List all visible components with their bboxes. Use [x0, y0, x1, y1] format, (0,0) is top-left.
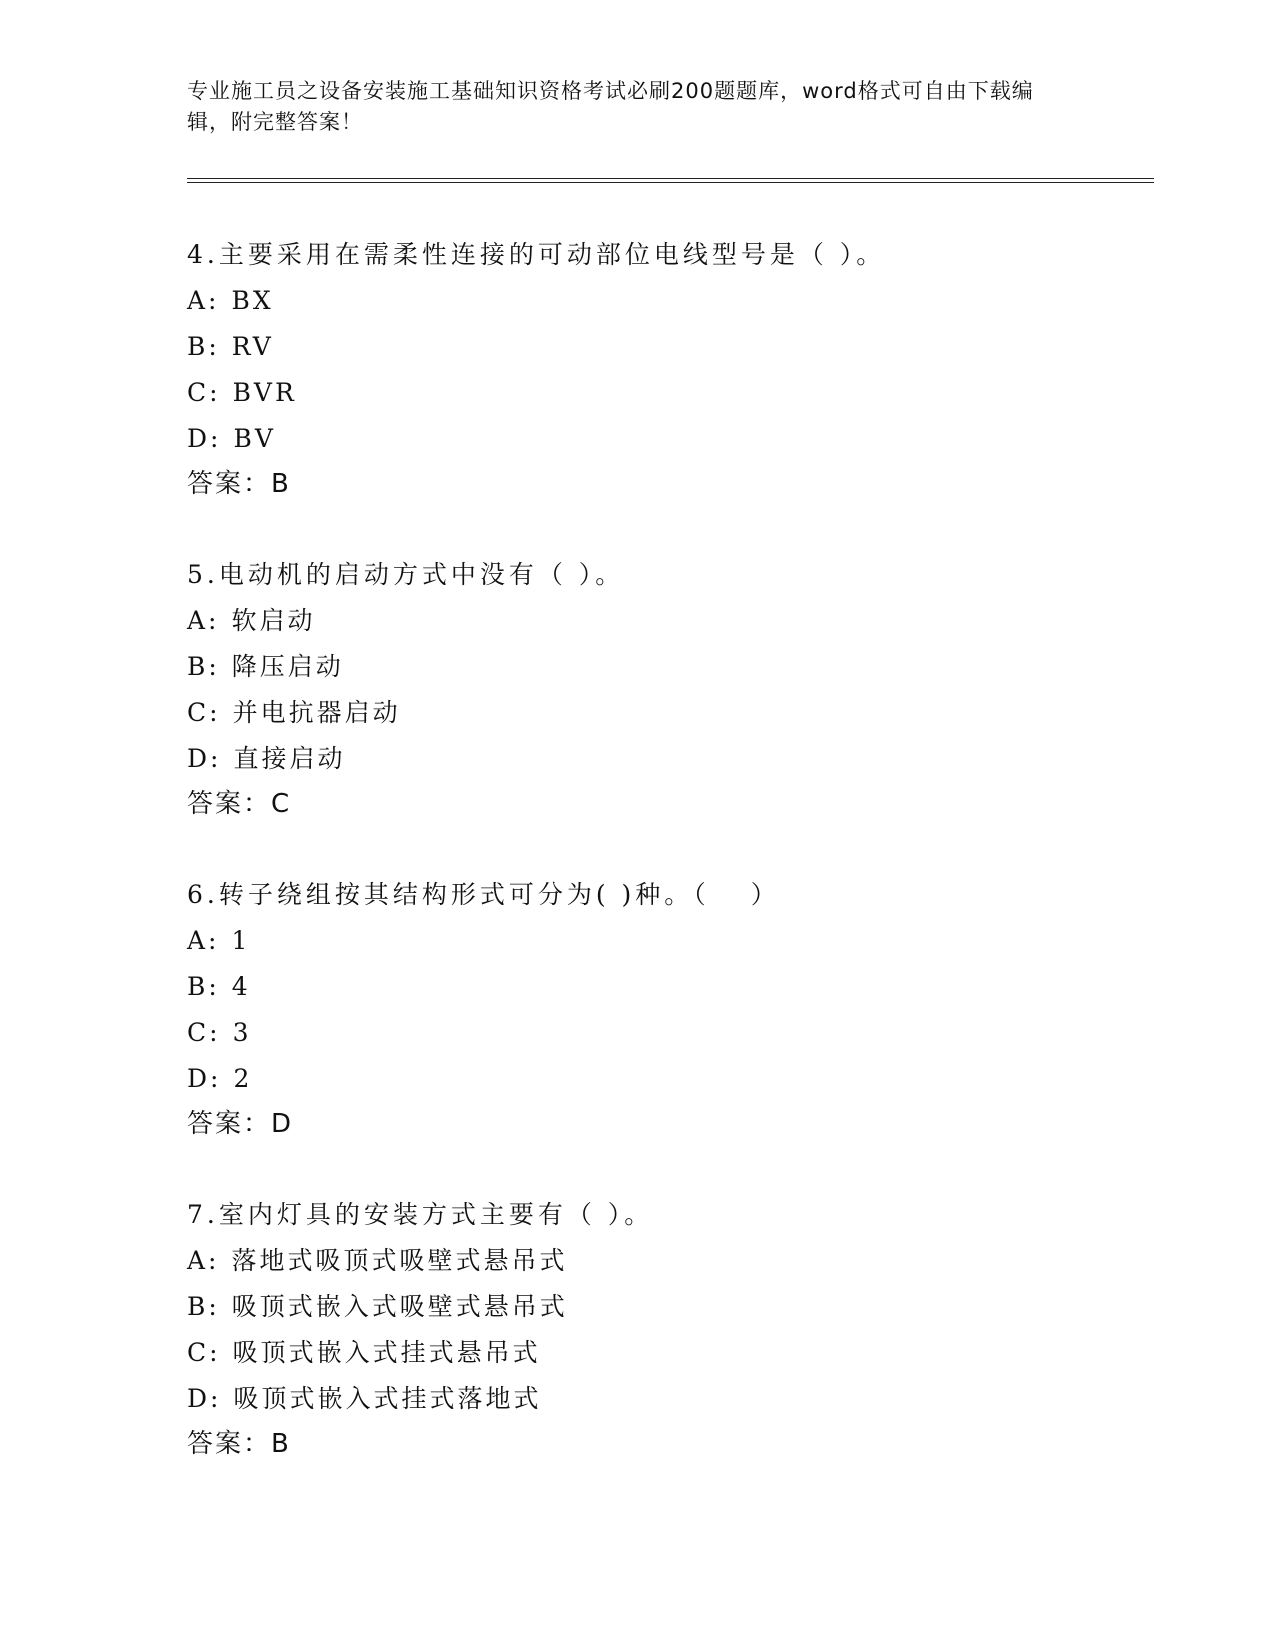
option-text: 吸顶式嵌入式挂式落地式: [233, 1384, 542, 1413]
option-text: BX: [231, 286, 274, 315]
option-text: 降压启动: [231, 652, 344, 681]
option-a: [187, 918, 1167, 964]
option-text: 吸顶式嵌入式吸壁式悬吊式: [231, 1292, 568, 1321]
option-a: [187, 278, 1167, 324]
option-b: [187, 324, 1167, 370]
question-7: [187, 1192, 1167, 1466]
option-c: [187, 1010, 1167, 1056]
option-d: [187, 1376, 1167, 1422]
option-letter: A:: [187, 606, 220, 635]
option-text: 3: [232, 1018, 252, 1047]
option-letter: C:: [187, 698, 221, 727]
header-divider-bottom: [187, 182, 1154, 183]
question-6: [187, 872, 1167, 1146]
option-c: [187, 1330, 1167, 1376]
option-text: 1: [231, 926, 251, 955]
option-text: RV: [231, 332, 274, 361]
option-letter: D:: [187, 424, 222, 453]
option-text: 直接启动: [233, 744, 346, 773]
answer-line: 答案：B: [187, 469, 291, 499]
option-c: [187, 690, 1167, 736]
option-letter: D:: [187, 1384, 222, 1413]
option-text: 2: [233, 1064, 253, 1093]
option-text: 并电抗器启动: [232, 698, 401, 727]
option-text: 软启动: [231, 606, 316, 635]
option-text: BVR: [232, 378, 297, 407]
option-letter: A:: [187, 1246, 220, 1275]
question-5: [187, 552, 1167, 826]
question-4: [187, 232, 1167, 506]
option-letter: B:: [187, 332, 220, 361]
question-stem: 7.室内灯具的安装方式主要有（ ）。: [187, 1200, 654, 1229]
question-stem: 5.电动机的启动方式中没有（ ）。: [187, 560, 625, 589]
option-text: 落地式吸顶式吸壁式悬吊式: [231, 1246, 568, 1275]
option-b: [187, 644, 1167, 690]
option-d: [187, 1056, 1167, 1102]
option-d: [187, 416, 1167, 462]
document-header: 专业施工员之设备安装施工基础知识资格考试必刷200题题库，word格式可自由下载编辑，附完整答案！: [187, 79, 1034, 134]
option-d: [187, 736, 1167, 782]
option-c: [187, 370, 1167, 416]
answer-line: 答案：C: [187, 789, 292, 819]
question-stem: 6.转子绕组按其结构形式可分为( )种。（ ）: [187, 880, 780, 909]
header-divider-top: [187, 178, 1154, 179]
option-letter: C:: [187, 1338, 221, 1367]
option-letter: C:: [187, 1018, 221, 1047]
option-letter: B:: [187, 652, 220, 681]
option-b: [187, 1284, 1167, 1330]
option-letter: B:: [187, 1292, 220, 1321]
option-text: BV: [233, 424, 276, 453]
option-b: [187, 964, 1167, 1010]
option-letter: B:: [187, 972, 220, 1001]
option-letter: C:: [187, 378, 221, 407]
option-a: [187, 1238, 1167, 1284]
option-a: [187, 598, 1167, 644]
option-text: 吸顶式嵌入式挂式悬吊式: [232, 1338, 541, 1367]
option-letter: D:: [187, 744, 222, 773]
option-letter: A:: [187, 926, 220, 955]
question-stem: 4.主要采用在需柔性连接的可动部位电线型号是（ ）。: [187, 240, 886, 269]
answer-line: 答案：B: [187, 1429, 291, 1459]
option-text: 4: [231, 972, 251, 1001]
option-letter: A:: [187, 286, 220, 315]
answer-line: 答案：D: [187, 1109, 294, 1139]
option-letter: D:: [187, 1064, 222, 1093]
